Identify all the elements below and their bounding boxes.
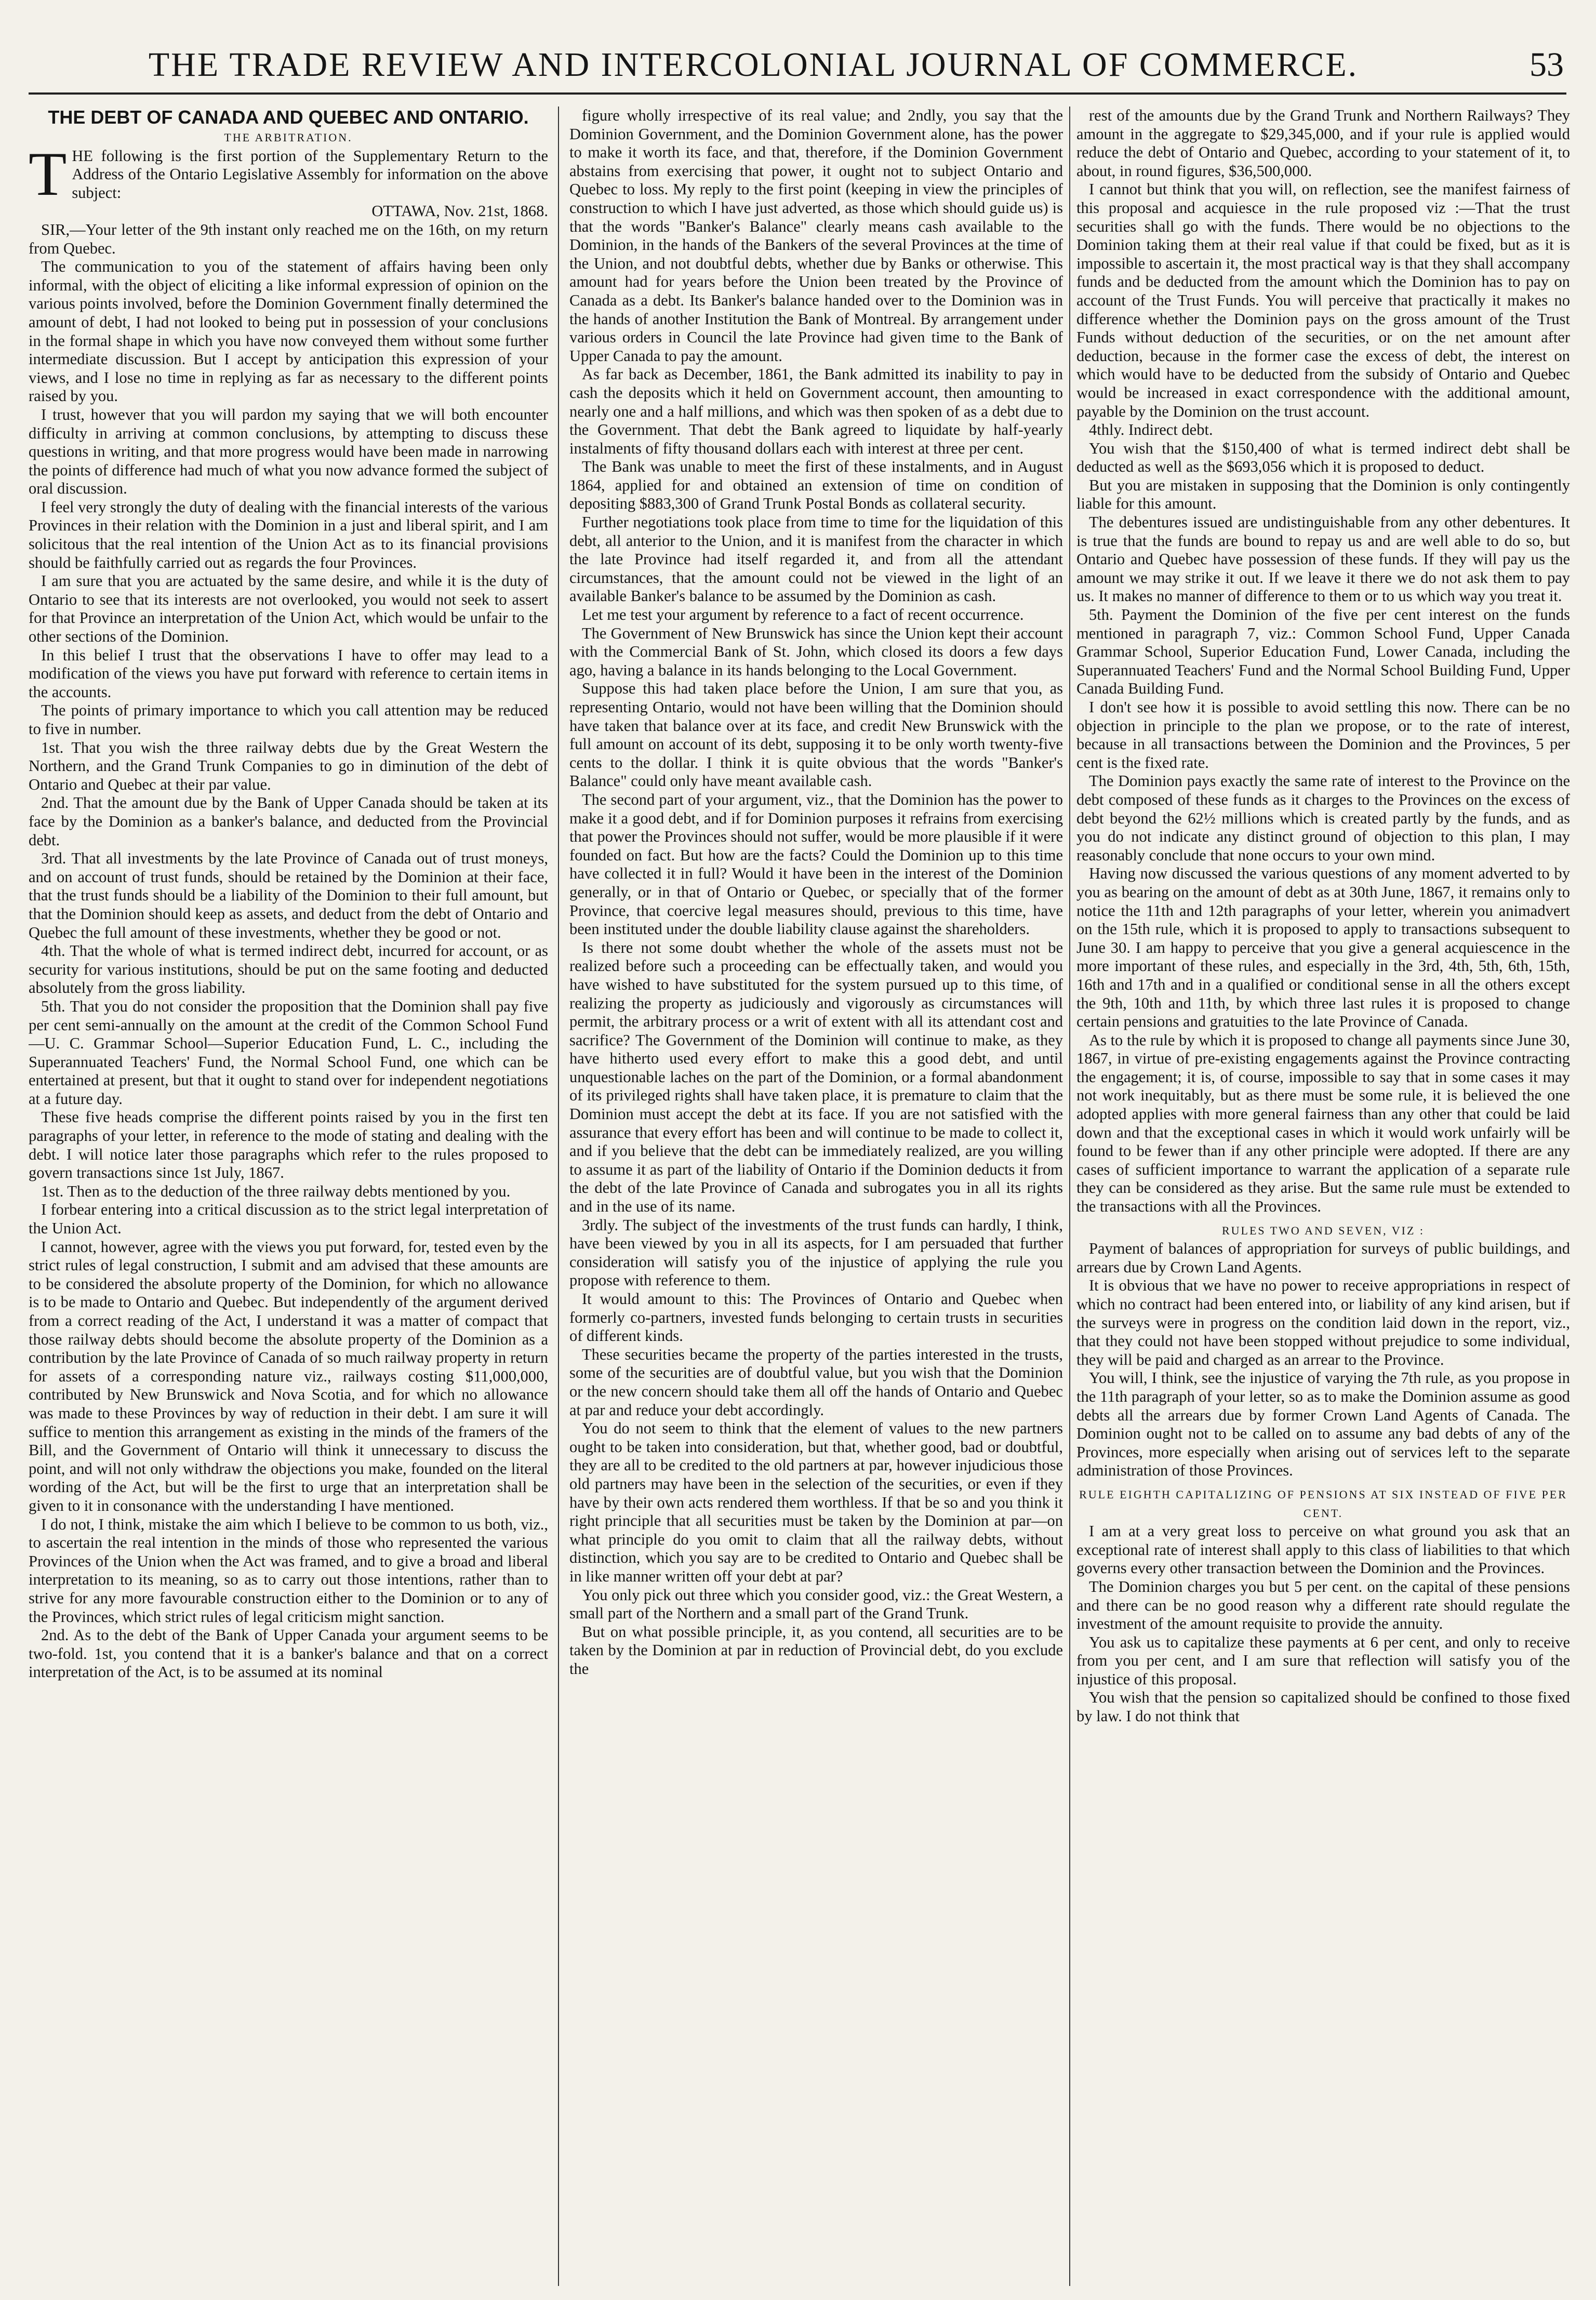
paragraph: 5th. Payment the Dominion of the five per cent interest on the funds mentioned in paragraph 7, viz.: Common School Fund, Upper Canada Grammar School, Superior Education Fund, Lower Canada, including the Superannuated Teachers' Fund and the Normal School Building Fund, Upper Canada Building Fund. xyxy=(1076,606,1570,698)
paragraph: 2nd. As to the debt of the Bank of Upper Canada your argument seems to be two-fold. 1st, you contend that it is a banker's balance and that on a correct interpretation of the Act, is to be assumed at its nominal xyxy=(29,1626,548,1681)
column-3-body-c xyxy=(1076,1522,1570,1726)
paragraph: The Government of New Brunswick has since the Union kept their account with the Commercial Bank of St. John, which closed its doors a few days ago, having a balance in its hands belonging to the Local Government. xyxy=(569,624,1063,679)
paragraph: The Dominion pays exactly the same rate of interest to the Province on the debt composed of these funds as it charges to the Provinces on the excess of debt beyond the 62½ millions which is created partly by the funds, and as you do not indicate any distinct ground of objection to this plan, I may reasonably conclude that none occurs to your own mind. xyxy=(1076,772,1570,864)
paragraph: rest of the amounts due by the Grand Trunk and Northern Railways? They amount in the aggregate to $29,345,000, and if your rule is applied would reduce the debt of Ontario and Quebec, according to your statement of it, to about, in round figures, $36,500,000. xyxy=(1076,107,1570,180)
paragraph: I do not, I think, mistake the aim which I believe to be common to us both, viz., to ascertain the real intention in the minds of those who represented the various Provinces of the Union when the Act was framed, and to give a broad and liberal interpretation to its meaning, so as to carry out those intentions, rather than to strive for any more favourable construction either to the Dominion or to any of the Provinces, which strict rules of legal criticism might sanction. xyxy=(29,1515,548,1626)
article-title: THE DEBT OF CANADA AND QUEBEC AND ONTARIO. xyxy=(48,107,529,128)
section-heading-rule-eighth: RULE EIGHTH CAPITALIZING OF PENSIONS AT SIX INSTEAD OF FIVE PER CENT. xyxy=(1079,1487,1567,1520)
header-rule xyxy=(29,92,1566,95)
paragraph: Let me test your argument by reference to a fact of recent occurrence. xyxy=(582,606,1024,624)
column-divider xyxy=(558,107,559,2286)
paragraph: I forbear entering into a critical discussion as to the strict legal interpretation of the Union Act. xyxy=(29,1201,548,1238)
drop-cap: T xyxy=(29,139,67,208)
column-3-body-b xyxy=(1076,1240,1570,1480)
paragraph: But you are mistaken in supposing that the Dominion is only contingently liable for this amount. xyxy=(1076,476,1570,513)
paragraph: You do not seem to think that the element of values to the new partners ought to be taken into consideration, but that, whether good, bad or doubtful, they are all to be credited to the old partners at par, however injudicious those old partners may have been in the selection of the securities, or even if they have by their own acts rendered them worthless. If that be so and you think it right principle that all securities must be taken by the Dominion at par—on what principle do you omit to claim that all the railway debts, without distinction, which you say are to be credited to Ontario and Quebec shall be in like manner written off your debt at par? xyxy=(569,1419,1063,1585)
paragraph: These securities became the property of the parties interested in the trusts, some of the securities are of doubtful value, but you wish that the Dominion or the new concern should take them all off the hands of Ontario and Quebec at par and reduce your debt accordingly. xyxy=(569,1345,1063,1419)
paragraph: I trust, however that you will pardon my saying that we will both encounter difficulty in arriving at common conclusions, by attempting to discuss these questions in writing, and that more progress would have been made in narrowing the points of difference had much of what you now advance formed the subject of oral discussion. xyxy=(29,405,548,498)
paragraph: You wish that the pension so capitalized should be confined to those fixed by law. I do not think that xyxy=(1076,1689,1570,1725)
paragraph: Is there not some doubt whether the whole of the assets must not be realized before such a proceeding can be effectually taken, and would you have wished to have substituted for the system pursued up to this time, of realizing the property as judiciously and vigorously as circumstances will permit, the arbitrary process or a writ of extent with all its attendant cost and sacrifice? The Government of the Dominion will continue to make, as they have hitherto used every effort to make this a good debt, and until unquestionable laches on the part of the Dominion, or a formal abandonment of its privileged rights shall have taken place, it is premature to claim that the Dominion must accept the debt at its face. If you are not satisfied with the assurance that every effort has been and will continue to be made to collect it, and if you believe that the debt can be immediately realized, are you willing to assume it as part of the liability of Ontario if the Dominion deducts it from the debt of the late Province of Canada and subrogates you in all its rights and in the use of its name. xyxy=(569,938,1063,1216)
paragraph: It is obvious that we have no power to receive appropriations in respect of which no contract had been entered into, or liability of any kind arisen, but if the surveys were in progress on the condition laid down in the report, viz., that they could not have been stopped without prejudice to some individual, they will be paid and charged as an arrear to the Province. xyxy=(1076,1277,1570,1368)
paragraph: It would amount to this: The Provinces of Ontario and Quebec when formerly co-partners, invested funds belonging to certain trusts in securities of different kinds. xyxy=(569,1290,1063,1345)
paragraph: You ask us to capitalize these payments at 6 per cent, and only to receive from you per cent, and I am sure that reflection will satisfy you of the injustice of this proposal. xyxy=(1076,1633,1570,1688)
column-1 xyxy=(29,107,548,2286)
paragraph: But on what possible principle, it, as you contend, all securities are to be taken by the Dominion at par in reduction of Provincial debt, do you exclude the xyxy=(569,1623,1063,1678)
column-2-body xyxy=(569,107,1063,1678)
paragraph: The communication to you of the statement of affairs having been only informal, with the object of eliciting a like informal expression of opinion on the various points involved, before the Dominion Government finally determined the amount of debt, I had not looked to being put in possession of your conclusions in the formal shape in which you have now conveyed them without some further intermediate discussion. But I accept by anticipation this expression of your views, and I lose no time in replying as far as necessary to the different points raised by you. xyxy=(29,258,548,405)
paragraph: You only pick out three which you consider good, viz.: the Great Western, a small part of the Northern and a small part of the Grand Trunk. xyxy=(569,1586,1063,1623)
paragraph: Further negotiations took place from time to time for the liquidation of this debt, all anterior to the Union, and it is manifest from the character in which the late Province had itself regarded it, and from all the attendant circumstances, that the amount could not be viewed in the light of an available Banker's balance to be assumed by the Dominion as cash. xyxy=(569,513,1063,605)
paragraph: Payment of balances of appropriation for surveys of public buildings, and arrears due by Crown Land Agents. xyxy=(1076,1240,1570,1276)
paragraph: I cannot, however, agree with the views you put forward, for, tested even by the strict rules of legal construction, I submit and am advised that these amounts are to be considered the absolute property of the Dominion, for which no allowance is to be made to Ontario and Quebec. But independently of the argument derived from a correct reading of the Act, I understand it was a matter of compact that those railway debts should become the absolute property of the Dominion as a contribution by the late Province of Canada of so much railway property in return for assets of a corresponding nature viz., railways costing $11,000,000, contributed by New Brunswick and Nova Scotia, and for which no allowance was made to these Provinces by way of reduction in their debt. I am sure it will suffice to mention this arrangement as existing in the minds of the framers of the Bill, and the Government of Ontario will think it unnecessary to discuss the point, and will not only withdraw the objections you make, founded on the literal wording of the Act, but will be the first to urge that an interpretation shall be given to it in consonance with the understanding I have mentioned. xyxy=(29,1238,548,1514)
dateline: OTTAWA, Nov. 21st, 1868. xyxy=(371,202,548,220)
paragraph: I cannot but think that you will, on reflection, see the manifest fairness of this proposal and acquiesce in the rule proposed viz :—That the trust securities shall go with the funds. There would be no objections to the Dominion taking them at their real value if that could be fixed, but as it is impossible to ascertain it, the most practical way is that they shall accompany funds and be deducted from the amount which the Dominion has to pay on account of the Trust Funds. You will perceive that practically it makes no difference whether the Dominion pays on the gross amount of the Trust Funds without deduction of the securities, or on the net amount after deduction, because in the former case the excess of debt, the interest on which would have to be deducted from the subsidy of Ontario and Quebec would be increased in exact correspondence with the additional amount, payable by the Dominion on the trust account. xyxy=(1076,180,1570,420)
paragraph: In this belief I trust that the observations I have to offer may lead to a modification of the views you have put forward with reference to certain items in the accounts. xyxy=(29,646,548,701)
paragraph: Suppose this had taken place before the Union, I am sure that you, as representing Ontario, would not have been willing that the Dominion should have taken that balance over at its face, and credit New Brunswick with the full amount on account of its debt, supposing it to be only worth twenty-five cents to the dollar. I think it is quite obvious that the words "Banker's Balance" could only have meant available cash. xyxy=(569,680,1063,790)
section-heading: THE ARBITRATION. xyxy=(224,131,353,144)
paragraph: SIR,—Your letter of the 9th instant only reached me on the 16th, on my return from Quebec. xyxy=(29,220,548,257)
page-number: 53 xyxy=(1530,46,1564,84)
paragraph: The Bank was unable to meet the first of these instalments, and in August 1864, applied for and obtained an extension of time on condition of depositing $883,300 of Grand Trunk Postal Bonds as collateral security. xyxy=(569,458,1063,513)
paragraph: The second part of your argument, viz., that the Dominion has the power to make it a good debt, and if for Dominion purposes it refrains from exercising that power the Provinces should not suffer, would be more plausible if it were founded on fact. But how are the facts? Could the Dominion up to this time have collected it in full? Would it have been in the interest of the Dominion generally, or in that of Ontario or Quebec, or specially that of the former Province, that coercive legal measures should, previous to this time, have been instituted under the double liability clause against the shareholders. xyxy=(569,790,1063,938)
paragraph: As far back as December, 1861, the Bank admitted its inability to pay in cash the deposits which it held on Government account, then amounting to nearly one and a half millions, and which was then spoken of as a debt due to the Government. That debt the Bank agreed to liquidate by half-yearly instalments of fifty thousand dollars each with interest at three per cent. xyxy=(569,365,1063,457)
column-3-body-a xyxy=(1076,107,1570,1216)
paragraph: 4thly. Indirect debt. xyxy=(1089,421,1213,439)
paragraph: 4th. That the whole of what is termed indirect debt, incurred for account, or as security for various institutions, should be put on the same footing and deducted absolutely from the gross liability. xyxy=(29,942,548,997)
intro-paragraph xyxy=(29,139,548,208)
paragraph: 3rd. That all investments by the late Province of Canada out of trust moneys, and on account of trust funds, should be retained by the Dominion at their face, that the trust funds should be a liability of the Dominion to their full amount, but that the Dominion should keep as assets, and deduct from the debt of Ontario and Quebec the full amount of these investments, whether they be good or not. xyxy=(29,849,548,941)
paragraph: 3rdly. The subject of the investments of the trust funds can hardly, I think, have been viewed by you in all its aspects, for I am persuaded that further consideration will satisfy you of the injustice of applying the rule you propose with reference to them. xyxy=(569,1216,1063,1289)
paragraph: Having now discussed the various questions of any moment adverted to by you as bearing on the amount of debt as at 30th June, 1867, it remains only to notice the 11th and 12th paragraphs of your letter, wherein you animadvert on the 15th rule, which it is proposed to apply to transactions subsequent to June 30. I am happy to perceive that you give a general acquiescence in the more important of these rules, and especially in the 3rd, 4th, 5th, 6th, 15th, 16th and 17th and in a qualified or conditional sense in all the others except the 9th, 10th and 11th, by which three last rules it is proposed to change certain pensions and gratuities to the late Province of Canada. xyxy=(1076,865,1570,1031)
paragraph: You will, I think, see the injustice of varying the 7th rule, as you propose in the 11th paragraph of your letter, so as to make the Dominion assume as good debts all the arrears due by former Crown Land Agents of Canada. The Dominion ought not to be called on to assume any bad debts of any of the Provinces, more especially when arising out of services left to the separate administration of those Provinces. xyxy=(1076,1369,1570,1480)
column-1-body xyxy=(29,221,548,1682)
masthead xyxy=(0,0,1596,86)
intro-text: HE following is the first portion of the Supplementary Return to the Address of the Ontario Legislative Assembly for information on the above subject: xyxy=(72,147,548,202)
paragraph: These five heads comprise the different points raised by you in the first ten paragraphs of your letter, in reference to the mode of stating and dealing with the debt. I will notice later those paragraphs which refer to the rules proposed to govern transactions since 1st July, 1867. xyxy=(29,1108,548,1182)
paragraph: I am at a very great loss to perceive on what ground you ask that an exceptional rate of interest shall apply to this class of liabilities to that which governs every other transaction between the Dominion and the Provinces. xyxy=(1076,1522,1570,1577)
paragraph: You wish that the $150,400 of what is termed indirect debt shall be deducted as well as the $693,056 which it is proposed to deduct. xyxy=(1076,439,1570,476)
section-heading-rules-two-seven: RULES TWO AND SEVEN, VIZ : xyxy=(1221,1224,1425,1237)
paragraph: As to the rule by which it is proposed to change all payments since June 30, 1867, in virtue of pre-existing engagements against the Province contracting the engagement; it is, of course, impossible to say that in some cases it may not work inequitably, but as there must be some rule, it is believed the one adopted applies with more general fairness than any other that could be laid down and that the exceptional cases in which it would work unfairly will be found to be fewer than if any other principle were adopted. If there are any cases of sufficient importance to warrant the application of a separate rule they can be considered as they arise. But the same rule must be extended to the transactions with all the Provinces. xyxy=(1076,1031,1570,1216)
running-head: THE TRADE REVIEW AND INTERCOLONIAL JOURNAL OF COMMERCE. xyxy=(148,46,1359,84)
paragraph: 5th. That you do not consider the proposition that the Dominion shall pay five per cent semi-annually on the amount at the credit of the Common School Fund —U. C. Grammar School—Superior Education Fund, L. C., including the Superannuated Teachers' Fund, the Normal School Fund, one which can be entertained at present, but that it ought to stand over for independent negotiations at a future day. xyxy=(29,997,548,1108)
paragraph: I am sure that you are actuated by the same desire, and while it is the duty of Ontario to see that its interests are not overlooked, you would not seek to assert for that Province an interpretation of the Union Act, which would be unfair to the other sections of the Dominion. xyxy=(29,572,548,646)
column-2 xyxy=(569,107,1063,2286)
paragraph: The debentures issued are undistinguishable from any other debentures. It is true that the funds are bound to repay us and are well able to do so, but Ontario and Quebec have possession of these funds. If they will pay us the amount we may strike it out. If we leave it there we do not ask them to pay us. It makes no manner of difference to them or to us which way you treat it. xyxy=(1076,513,1570,605)
paragraph: figure wholly irrespective of its real value; and 2ndly, you say that the Dominion Government, and the Dominion Government alone, has the power to make it worth its face, and that, therefore, if the Dominion Government abstains from exercising that power, it ought not to subject Ontario and Quebec to loss. My reply to the first point (keeping in view the principles of construction to which I have just adverted, as those which should guide us) is that the words "Banker's Balance" clearly means cash available to the Dominion, in the hands of the Bankers of the several Provinces at the time of the Union, and not doubtful debts, whether due by Banks or otherwise. This amount had for years before the Union been treated by the Province of Canada as a debt. Its Banker's balance handed over to the Dominion was in the hands of another Institution the Bank of Montreal. By arrangement under various orders in Council the late Province had given time to the Bank of Upper Canada to pay the amount. xyxy=(569,107,1063,365)
paragraph: I don't see how it is possible to avoid settling this now. There can be no objection in principle to the plan we propose, or to the rate of interest, because in all transactions between the Dominion and the Provinces, 5 per cent is the fixed rate. xyxy=(1076,698,1570,772)
paragraph: 2nd. That the amount due by the Bank of Upper Canada should be taken at its face by the Dominion as a banker's balance, and deducted from the Provincial debt. xyxy=(29,794,548,849)
paragraph: The points of primary importance to which you call attention may be reduced to five in number. xyxy=(29,701,548,738)
column-3 xyxy=(1076,107,1570,2286)
paragraph: 1st. That you wish the three railway debts due by the Great Western the Northern, and the Grand Trunk Companies to go in diminution of the debt of Ontario and Quebec at their par value. xyxy=(29,738,548,793)
column-divider xyxy=(1069,107,1070,2286)
paragraph: 1st. Then as to the deduction of the three railway debts mentioned by you. xyxy=(41,1182,511,1200)
paragraph: I feel very strongly the duty of dealing with the financial interests of the various Provinces in their relation with the Dominion in a just and liberal spirit, and I am solicitous that the real intention of the Union Act as to its financial provisions should be faithfully carried out as regards the four Provinces. xyxy=(29,498,548,571)
paragraph: The Dominion charges you but 5 per cent. on the capital of these pensions and there can be no good reason why a different rate should regulate the investment of the amount requisite to provide the annuity. xyxy=(1076,1577,1570,1633)
